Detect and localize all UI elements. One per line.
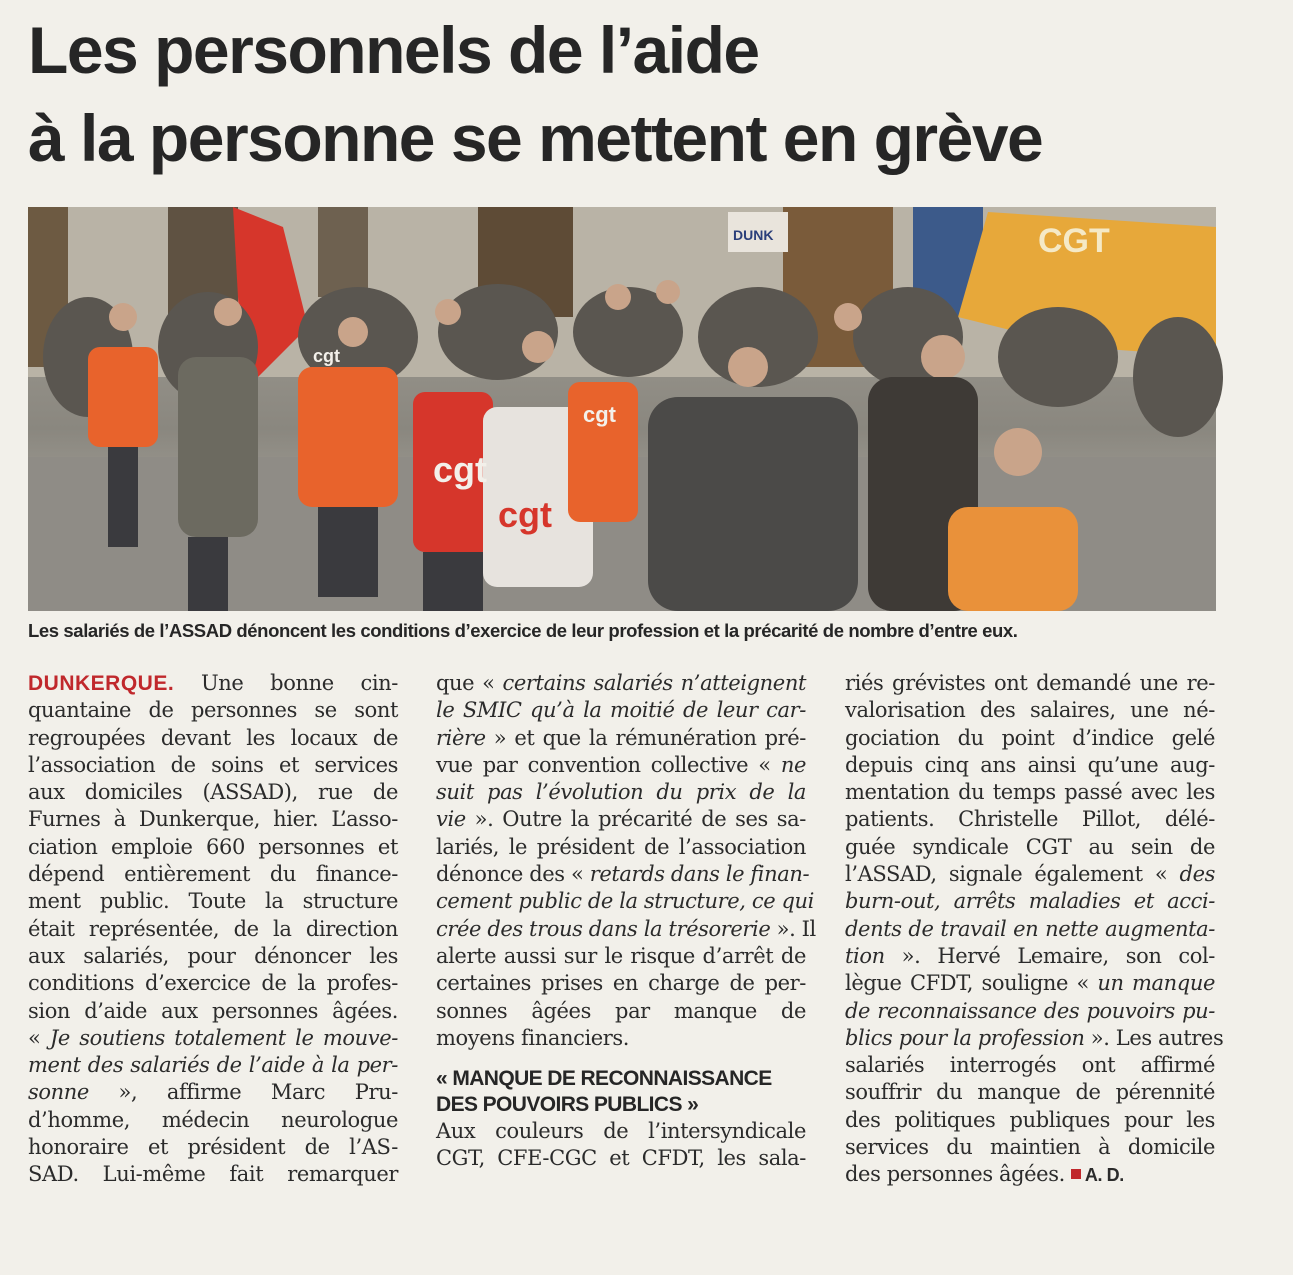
text-line: salariés interrogés ont affirmé <box>845 1053 1215 1078</box>
protest-crowd-illustration <box>28 207 1216 611</box>
quote-fragment: dents de travail en nette augmenta- <box>845 916 1215 941</box>
quote-fragment: vie <box>436 807 466 832</box>
quote-fragment: suit pas l’évolution du prix de la <box>436 780 806 805</box>
text-fragment: ». Outre la précarité de ses sa- <box>465 807 806 832</box>
vest-label: cgt <box>313 346 340 366</box>
photo-caption: Les salariés de l’ASSAD dénoncent les conditions d’exercice de leur profession et la précarité de nombre d’entre eux. <box>28 620 1018 641</box>
text-fragment: » et que la rémunération pré- <box>485 725 806 750</box>
quote-fragment: ne <box>780 752 806 777</box>
quote-fragment: le SMIC qu’à la moitié de leur car- <box>436 698 806 723</box>
text-line: d’homme, médecin neurologue <box>28 1107 398 1132</box>
text-line: lariés, le président de l’association <box>436 834 806 859</box>
flag-text: CGT <box>1038 222 1110 260</box>
quote-fragment: Je soutiens totalement le mouve- <box>49 1025 398 1050</box>
quote-fragment: rière <box>436 725 486 750</box>
text-line: guée syndicale CGT au sein de <box>845 834 1215 859</box>
article-column-1 <box>28 670 398 1189</box>
text-line: mentation du temps passé avec les <box>845 780 1215 805</box>
text-line: quantaine de personnes se sont <box>28 698 398 723</box>
quote-fragment: cement public de la structure, ce qui <box>436 889 814 914</box>
text-fragment: », affirme Marc Pru- <box>88 1080 398 1105</box>
text-line: valorisation des salaires, une né- <box>845 698 1215 723</box>
text-line: Une bonne cin- <box>200 671 398 695</box>
text-fragment: des personnes âgées. <box>845 1162 1065 1187</box>
text-line: SAD. Lui-même fait remarquer <box>28 1162 398 1187</box>
vest-label: cgt <box>498 494 552 535</box>
text-fragment: « <box>28 1025 50 1050</box>
protest-photo <box>28 207 1216 611</box>
text-line: alerte aussi sur le risque d’arrêt de <box>436 943 806 968</box>
quote-fragment: des <box>1179 862 1215 887</box>
text-line: ment public. Toute la structure <box>28 889 398 914</box>
text-line: aux salariés, pour dénoncer les <box>28 943 398 968</box>
quote-fragment: de reconnaissance des pouvoirs pu- <box>845 998 1215 1023</box>
banner-sign-text: DUNK <box>733 227 774 243</box>
headline <box>28 6 1268 182</box>
headline-line-2: à la personne se mettent en grève <box>28 101 1043 175</box>
text-fragment: lègue CFDT, souligne « <box>845 971 1098 996</box>
subheading-line-2: DES POUVOIRS PUBLICS » <box>436 1093 699 1117</box>
end-mark-icon <box>1071 1169 1081 1179</box>
text-line: moyens financiers. <box>436 1025 630 1050</box>
quote-fragment: blics pour la profession <box>845 1025 1085 1050</box>
text-line: sion d’aide aux personnes âgées. <box>28 998 398 1023</box>
vest-label: cgt <box>583 402 616 427</box>
door <box>318 207 368 297</box>
text-line: honoraire et président de l’AS- <box>28 1135 398 1160</box>
text-fragment: ». Il <box>770 916 816 941</box>
text-line: Aux couleurs de l’intersyndicale <box>436 1119 806 1144</box>
text-line: l’association de soins et services <box>28 752 398 777</box>
text-line: dépend entièrement du finance- <box>28 862 398 887</box>
quote-fragment: un manque <box>1097 971 1215 996</box>
text-line: sonnes âgées par manque de <box>436 998 806 1023</box>
text-line: ciation emploie 660 personnes et <box>28 834 398 859</box>
text-line: conditions d’exercice de la profes- <box>28 971 398 996</box>
text-fragment: ». Hervé Lemaire, son col- <box>884 943 1215 968</box>
text-fragment: ». Les autres <box>1084 1025 1224 1050</box>
quote-fragment: sonne <box>28 1080 89 1105</box>
text-line: Furnes à Dunkerque, hier. L’asso- <box>28 807 398 832</box>
quote-fragment: tion <box>845 943 885 968</box>
text-line: aux domiciles (ASSAD), rue de <box>28 780 398 805</box>
text-line: CGT, CFE-CGC et CFDT, les sala- <box>436 1146 806 1171</box>
text-line: riés grévistes ont demandé une re- <box>845 671 1215 695</box>
quote-fragment: crée des trous dans la trésorerie <box>436 916 771 941</box>
vest-label: cgt <box>433 449 487 490</box>
quote-fragment: ment des salariés de l’aide à la per- <box>28 1053 398 1078</box>
text-fragment: vue par convention collective « <box>436 752 781 777</box>
text-line: patients. Christelle Pillot, délé- <box>845 807 1215 832</box>
text-line: services du maintien à domicile <box>845 1135 1215 1160</box>
text-line: des politiques publiques pour les <box>845 1107 1215 1132</box>
dateline: DUNKERQUE. <box>28 672 175 695</box>
article-column-2 <box>436 670 816 1173</box>
text-line: depuis cinq ans ainsi qu’une aug- <box>845 752 1215 777</box>
text-fragment: l’ASSAD, signale également « <box>845 862 1180 887</box>
article-column-3 <box>845 670 1224 1190</box>
author-signature: A. D. <box>1084 1165 1124 1186</box>
quote-fragment: retards dans le finan- <box>589 862 810 887</box>
quote-fragment: certains salariés n’atteignent <box>502 671 806 695</box>
subheading-line-1: « MANQUE DE RECONNAISSANCE <box>436 1067 772 1091</box>
text-fragment: que « <box>436 671 503 695</box>
text-line: regroupées devant les locaux de <box>28 725 398 750</box>
text-line: certaines prises en charge de per- <box>436 971 806 996</box>
text-fragment: dénonce des « <box>436 862 590 887</box>
text-line: gociation du point d’indice gelé <box>845 725 1215 750</box>
text-line: était représentée, de la direction <box>28 916 398 941</box>
headline-line-1: Les personnels de l’aide <box>28 13 759 87</box>
text-line: souffrir du manque de pérennité <box>845 1080 1215 1105</box>
quote-fragment: burn-out, arrêts maladies et acci- <box>845 889 1215 914</box>
